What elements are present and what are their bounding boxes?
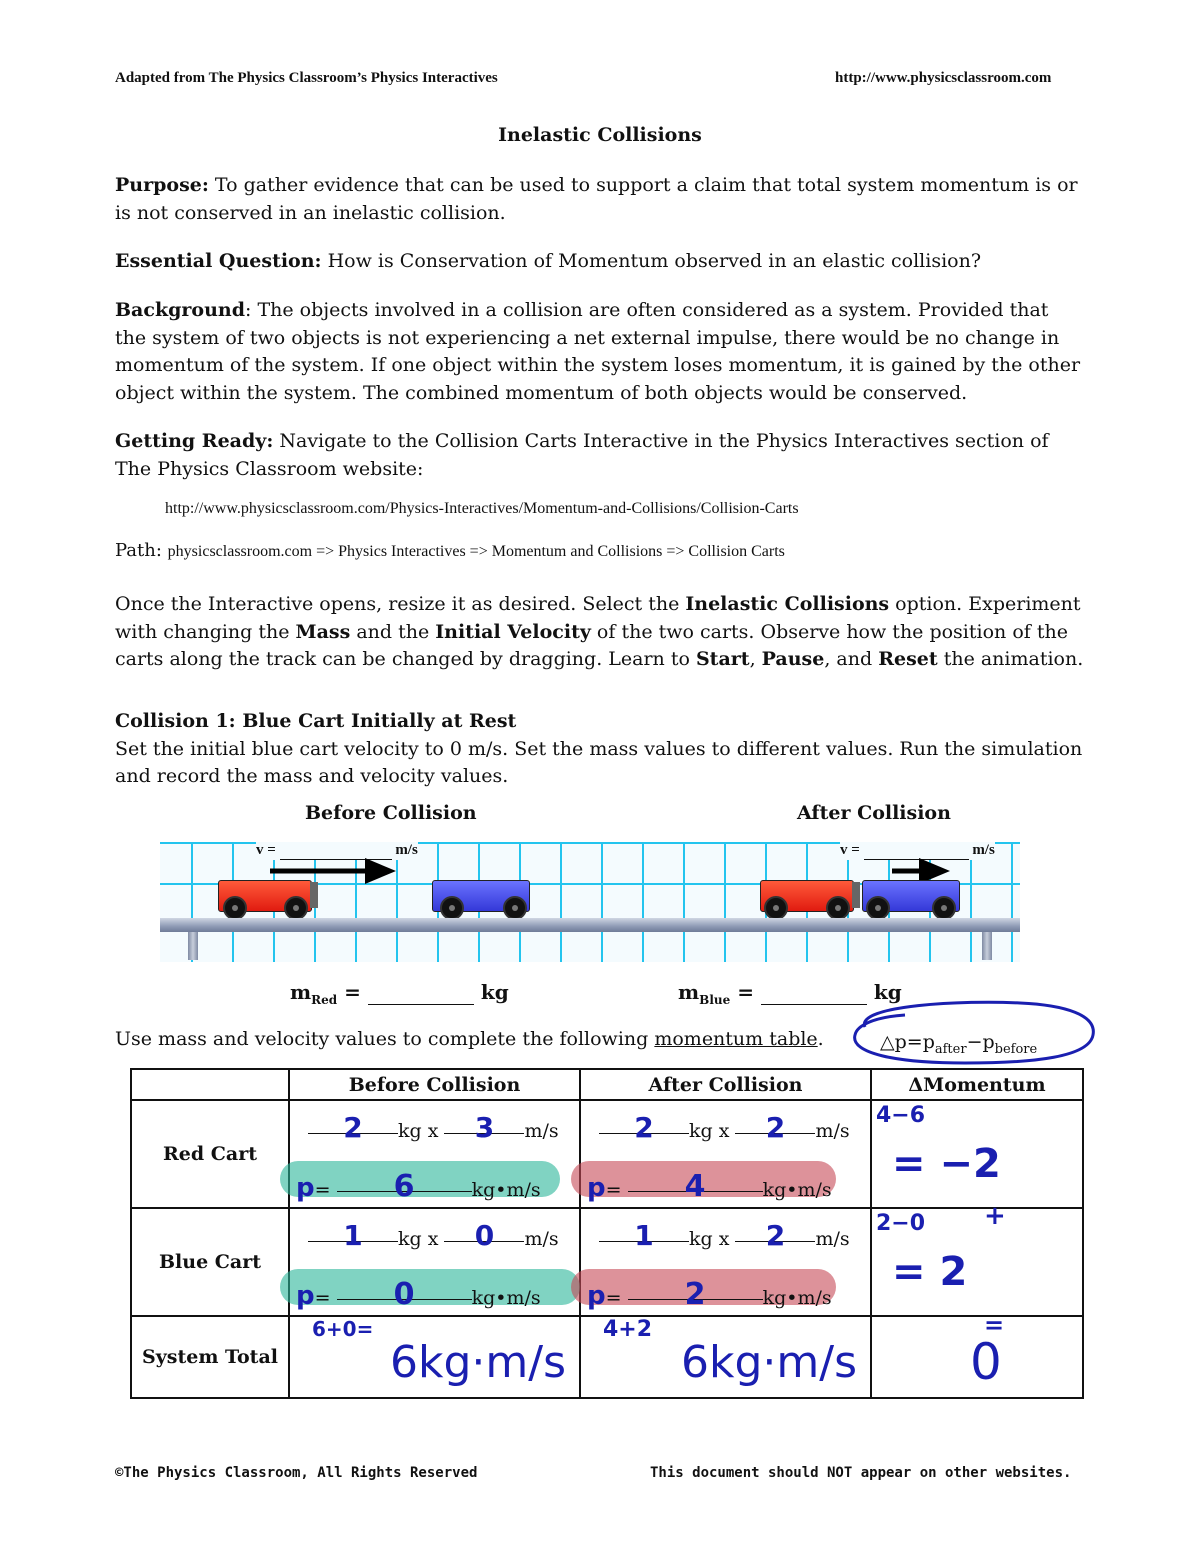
footer-right: This document should NOT appear on other websites. [650, 1465, 1072, 1481]
purpose-text: To gather evidence that can be used to support a claim that total system momentum is or is not conserved in an inelastic collision. [115, 174, 1078, 224]
row-label: System Total [131, 1316, 289, 1398]
essential-label: Essential Question: [115, 250, 322, 272]
unit: kg•m/s [762, 1179, 832, 1201]
hw-calc: 4−6 [876, 1103, 926, 1128]
intro-link: momentum table [654, 1028, 818, 1050]
hw-p: p [296, 1173, 315, 1203]
after-collision-label: After Collision [797, 802, 951, 824]
before-collision-label: Before Collision [305, 802, 477, 824]
eq: = [737, 980, 754, 1004]
unit: m/s [524, 1228, 559, 1250]
wheel-icon [866, 896, 890, 920]
path-line [115, 540, 785, 561]
total-delta-cell [871, 1311, 1083, 1398]
interactive-url[interactable]: http://www.physicsclassroom.com/Physics-Interactives/Momentum-and-Collisions/Collision-Carts [165, 500, 799, 517]
m-unit: kg [873, 980, 902, 1004]
table-intro [115, 1028, 824, 1050]
background [115, 297, 1085, 407]
row-label: Blue Cart [131, 1208, 289, 1316]
instr-text: Once the Interactive opens, resize it as desired. Select the [115, 593, 686, 615]
instr-text: option. Experiment with changing the [115, 593, 1081, 643]
unit: m/s [815, 1120, 850, 1142]
m-label: m [678, 980, 700, 1004]
hw-calc: 6+0= [312, 1317, 374, 1341]
track [160, 918, 1020, 932]
getting-ready-text: Navigate to the Collision Carts Interactive in the Physics Interactives section of The Physics Classroom website: [115, 430, 1049, 480]
mass-red [290, 980, 509, 1007]
wheel-icon [826, 896, 850, 920]
row-label: Red Cart [131, 1100, 289, 1208]
track-post [188, 932, 198, 960]
unit: kg x [689, 1120, 730, 1142]
hw-value: 1 [343, 1219, 363, 1252]
instr-bold: Inelastic Collisions [685, 593, 890, 615]
wheel-icon [284, 896, 308, 920]
wheel-icon [503, 896, 527, 920]
hw-result: = 2 [892, 1249, 968, 1295]
unit: kg•m/s [471, 1287, 541, 1309]
v-label: v = [256, 842, 276, 858]
instr-text: the animation. [937, 648, 1084, 670]
red-delta-cell [871, 1100, 1083, 1208]
instr-text: , [749, 648, 762, 670]
total-after-cell [580, 1316, 871, 1398]
hw-value: 6 [393, 1169, 415, 1204]
hw-value: 2 [765, 1219, 786, 1252]
delta-p-formula [880, 1031, 1037, 1057]
purpose-label: Purpose: [115, 174, 209, 196]
v-unit: m/s [395, 842, 418, 858]
hw-value: 0 [393, 1277, 415, 1312]
essential-question [115, 248, 1085, 276]
table-header: ΔMomentum [871, 1069, 1083, 1100]
mass-blank [368, 980, 474, 1005]
table-header: After Collision [580, 1069, 871, 1100]
table-row [131, 1316, 1083, 1398]
table-header [131, 1069, 289, 1100]
eq: = [344, 980, 361, 1004]
hw-eq: = [984, 1311, 1005, 1339]
hw-value: 4 [684, 1169, 706, 1204]
hw-value: 3 [474, 1111, 495, 1144]
wheel-icon [440, 896, 464, 920]
eq: = [314, 1179, 331, 1201]
unit: kg x [398, 1228, 439, 1250]
unit: kg•m/s [762, 1287, 832, 1309]
total-before-cell [289, 1316, 580, 1398]
instr-bold: Start [695, 648, 750, 670]
formula-part: −p [966, 1031, 995, 1053]
instr-bold: Initial Velocity [435, 620, 591, 643]
instr-text: and the [350, 620, 436, 643]
hw-value: 1 [634, 1219, 654, 1252]
unit: kg x [398, 1120, 439, 1142]
hw-value: 2 [684, 1277, 706, 1312]
hw-total: 6kg·m/s [390, 1337, 566, 1388]
eq: = [605, 1179, 622, 1201]
blue-before-cell [289, 1208, 580, 1316]
hw-value: 2 [765, 1111, 786, 1144]
momentum-table [130, 1068, 1084, 1399]
unit: m/s [524, 1120, 559, 1142]
purpose [115, 172, 1085, 227]
path-text: physicsclassroom.com => Physics Interactives => Momentum and Collisions => Collision Carts [167, 543, 785, 560]
cart-bumper [310, 882, 318, 908]
table-header: Before Collision [289, 1069, 580, 1100]
instr-bold: Reset [878, 648, 938, 670]
collision1-heading: Collision 1: Blue Cart Initially at Rest [115, 710, 517, 732]
instructions [115, 591, 1085, 674]
v-unit: m/s [972, 842, 995, 858]
hw-result: = −2 [892, 1141, 1001, 1187]
blue-delta-cell [871, 1201, 1083, 1316]
red-after-cell [580, 1100, 871, 1208]
formula-part: △p=p [880, 1031, 935, 1053]
formula-sub: after [934, 1041, 967, 1057]
hw-p: p [296, 1281, 315, 1311]
intro-end: . [817, 1028, 824, 1050]
hw-total: 6kg·m/s [681, 1337, 857, 1388]
hw-p: p [587, 1281, 606, 1311]
hw-value: 2 [634, 1111, 654, 1144]
unit: kg x [689, 1228, 730, 1250]
track-post [982, 932, 992, 960]
eq: = [314, 1287, 331, 1309]
m-unit: kg [480, 980, 509, 1004]
getting-ready [115, 428, 1085, 483]
blue-after-cell [580, 1208, 871, 1316]
wheel-icon [764, 896, 788, 920]
table-row [131, 1208, 1083, 1316]
hw-value: 2 [343, 1111, 363, 1144]
collision-carts-graphic [160, 842, 1020, 962]
page-title: Inelastic Collisions [498, 124, 702, 146]
formula-sub: before [994, 1041, 1038, 1057]
m-label: m [290, 980, 312, 1004]
collision1 [115, 708, 1085, 791]
hw-p: p [587, 1173, 606, 1203]
wheel-icon [932, 896, 956, 920]
red-before-cell [289, 1100, 580, 1208]
hw-value: 0 [474, 1219, 495, 1252]
collision1-text: Set the initial blue cart velocity to 0 m/s. Set the mass values to different values. Run the simulation and record the mass and velocity values. [115, 737, 1083, 787]
hw-calc: 2−0 [876, 1211, 926, 1236]
eq: = [605, 1287, 622, 1309]
m-sub: Red [311, 993, 338, 1007]
background-text: : The objects involved in a collision are often considered as a system. Provided that the system of two objects is not experiencing a net external impulse, there would be no change in momentum of the system. If one object within the system loses momentum, it is gained by the other object within the system. The combined momentum of both objects would be conserved. [115, 299, 1081, 404]
hw-calc: 4+2 [603, 1317, 653, 1342]
instr-bold: Pause [761, 648, 825, 670]
header-right: http://www.physicsclassroom.com [835, 70, 1052, 86]
background-label: Background [115, 299, 245, 321]
cart-bumper [852, 882, 860, 908]
hw-plus: + [984, 1201, 1006, 1231]
instr-text: , and [824, 648, 879, 670]
m-sub: Blue [699, 993, 731, 1007]
header-left: Adapted from The Physics Classroom’s Physics Interactives [115, 70, 498, 86]
v-label: v = [840, 842, 860, 858]
unit: m/s [815, 1228, 850, 1250]
path-label: Path: [115, 540, 162, 561]
wheel-icon [223, 896, 247, 920]
footer-left: ©The Physics Classroom, All Rights Reserved [115, 1465, 478, 1481]
table-row [131, 1100, 1083, 1208]
instr-text: of the two carts. Observe how the position of the carts along the track can be changed by dragging. Learn to [115, 620, 1068, 670]
unit: kg•m/s [471, 1179, 541, 1201]
hw-total: 0 [970, 1333, 1002, 1391]
essential-text: How is Conservation of Momentum observed in an elastic collision? [327, 250, 982, 272]
instr-bold: Mass [295, 620, 351, 643]
getting-ready-label: Getting Ready: [115, 430, 274, 452]
intro-text: Use mass and velocity values to complete the following [115, 1028, 655, 1050]
